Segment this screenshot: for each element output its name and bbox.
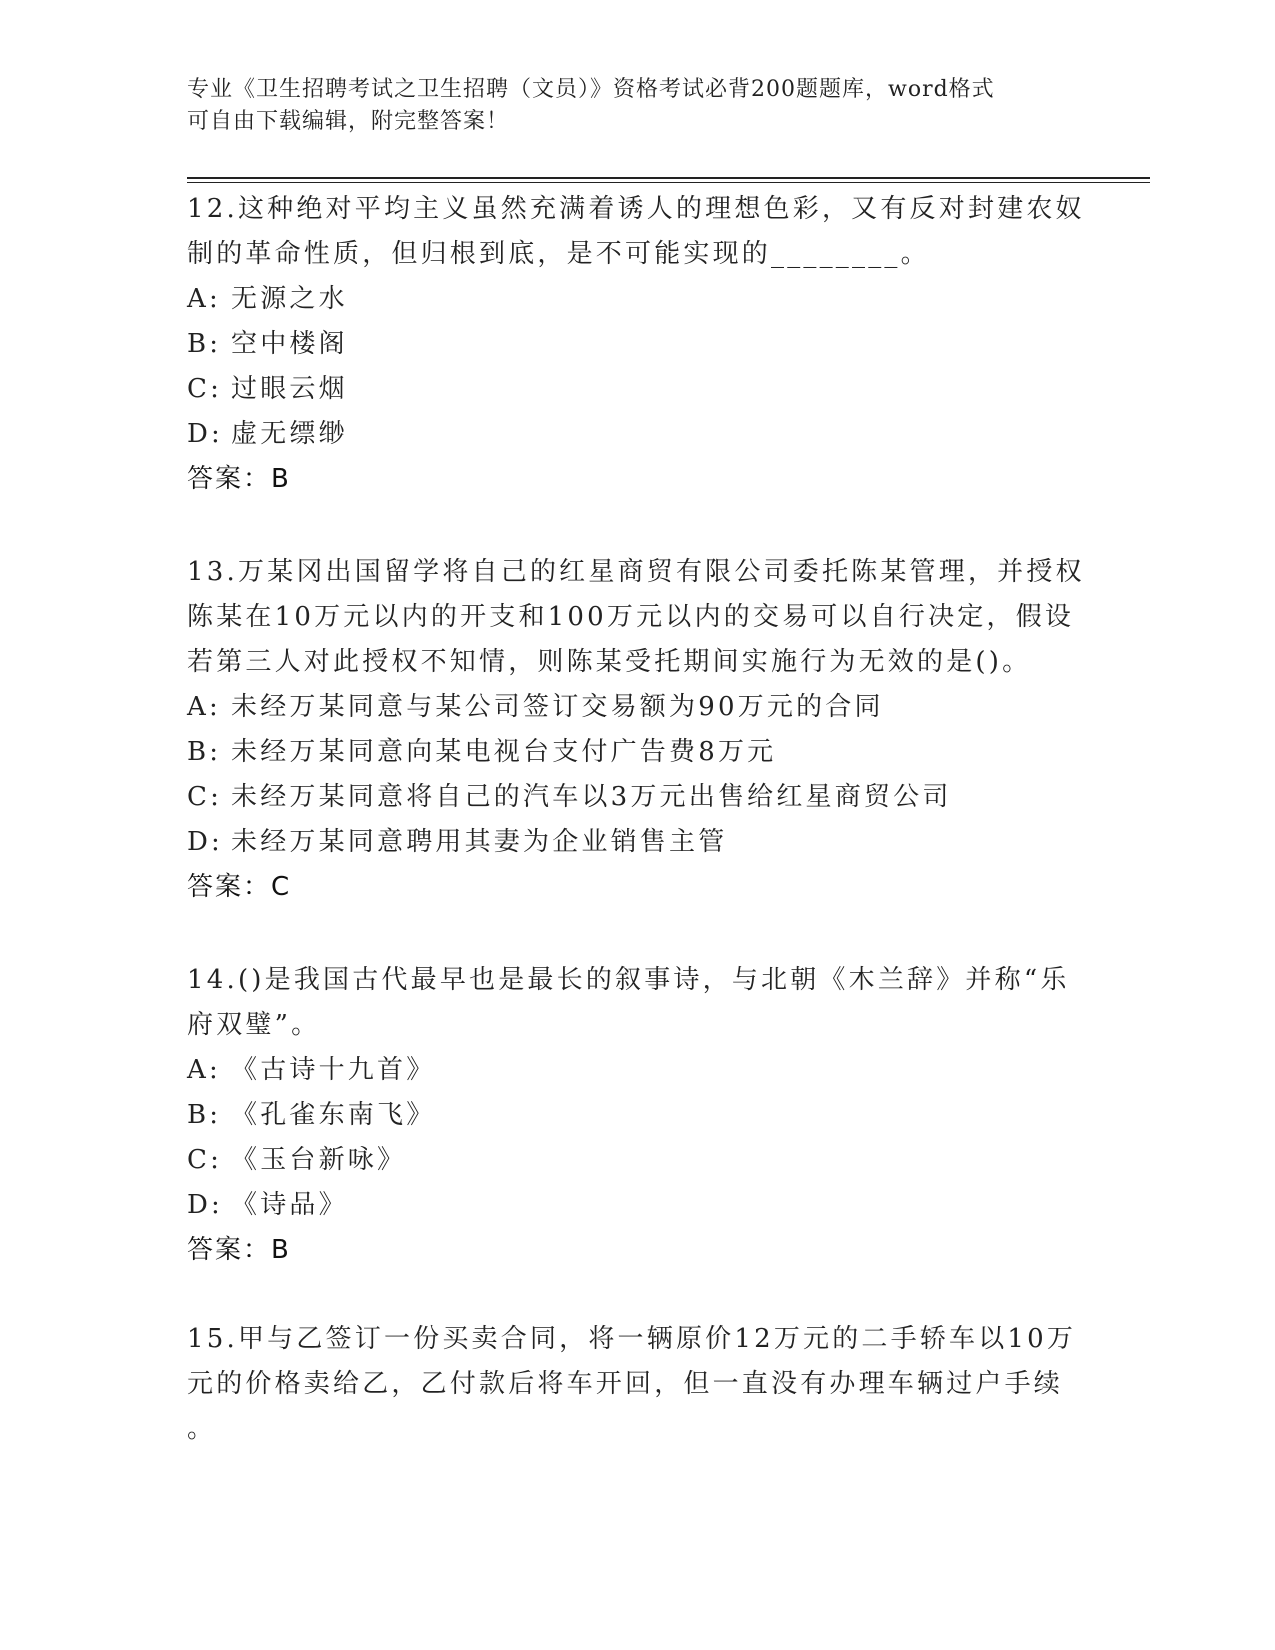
option-b	[187, 322, 1087, 367]
option-c	[187, 775, 1087, 820]
option-text: 未经万某同意与某公司签订交易额为90万元的合同	[231, 692, 884, 722]
document-header	[187, 74, 1067, 138]
header-title-line-1: 专业《卫生招聘考试之卫生招聘（文员）》资格考试必背200题题库，word格式	[187, 77, 995, 102]
header-title-line-2: 可自由下载编辑，附完整答案！	[187, 109, 510, 134]
option-a	[187, 277, 1087, 322]
option-text: 《玉台新咏》	[231, 1145, 407, 1175]
option-a	[187, 685, 1087, 730]
question-stem-line: 府双璧”。	[187, 1010, 321, 1040]
option-text: 未经万某同意将自己的汽车以3万元出售给红星商贸公司	[231, 782, 952, 812]
question-stem-line: 13.万某冈出国留学将自己的红星商贸有限公司委托陈某管理，并授权	[187, 557, 1085, 587]
option-text: 无源之水	[231, 284, 348, 314]
question-stem-line: 若第三人对此授权不知情，则陈某受托期间实施行为无效的是()。	[187, 647, 1032, 677]
option-text: 未经万某同意向某电视台支付广告费8万元	[231, 737, 777, 767]
question-12	[187, 187, 1087, 502]
answer-line: 答案：B	[187, 464, 291, 494]
option-a	[187, 1048, 1087, 1093]
option-key: C:	[187, 782, 223, 812]
question-stem-line: 14.()是我国古代最早也是最长的叙事诗，与北朝《木兰辞》并称“乐	[187, 965, 1070, 995]
option-d	[187, 412, 1087, 457]
option-key: B:	[187, 329, 222, 359]
option-key: D:	[187, 827, 224, 857]
option-key: A:	[187, 692, 221, 722]
option-text: 未经万某同意聘用其妻为企业销售主管	[231, 827, 728, 857]
option-key: B:	[187, 737, 222, 767]
option-text: 虚无缥缈	[231, 419, 348, 449]
answer-line: 答案：C	[187, 872, 292, 902]
option-text: 过眼云烟	[231, 374, 348, 404]
option-text: 《孔雀东南飞》	[231, 1100, 436, 1130]
option-text: 空中楼阁	[231, 329, 348, 359]
question-stem-line: 陈某在10万元以内的开支和100万元以内的交易可以自行决定，假设	[187, 602, 1075, 632]
question-stem-line: 12.这种绝对平均主义虽然充满着诱人的理想色彩，又有反对封建农奴	[187, 194, 1085, 224]
question-14	[187, 958, 1087, 1273]
question-stem-line: 。	[187, 1414, 217, 1444]
option-d	[187, 820, 1087, 865]
header-divider-thin	[187, 182, 1150, 183]
header-divider-thick	[187, 177, 1150, 179]
option-c	[187, 1138, 1087, 1183]
option-d	[187, 1183, 1087, 1228]
option-key: C:	[187, 1145, 223, 1175]
option-text: 《诗品》	[231, 1190, 348, 1220]
option-key: D:	[187, 1190, 224, 1220]
option-key: A:	[187, 1055, 221, 1085]
option-b	[187, 1093, 1087, 1138]
question-15	[187, 1317, 1087, 1452]
option-key: A:	[187, 284, 221, 314]
question-stem-line: 元的价格卖给乙，乙付款后将车开回，但一直没有办理车辆过户手续	[187, 1369, 1064, 1399]
option-b	[187, 730, 1087, 775]
question-stem-line: 制的革命性质，但归根到底，是不可能实现的________。	[187, 239, 930, 269]
question-13	[187, 550, 1087, 910]
option-c	[187, 367, 1087, 412]
option-key: D:	[187, 419, 224, 449]
option-key: C:	[187, 374, 223, 404]
option-key: B:	[187, 1100, 222, 1130]
option-text: 《古诗十九首》	[231, 1055, 436, 1085]
question-stem-line: 15.甲与乙签订一份买卖合同，将一辆原价12万元的二手轿车以10万	[187, 1324, 1077, 1354]
answer-line: 答案：B	[187, 1235, 291, 1265]
